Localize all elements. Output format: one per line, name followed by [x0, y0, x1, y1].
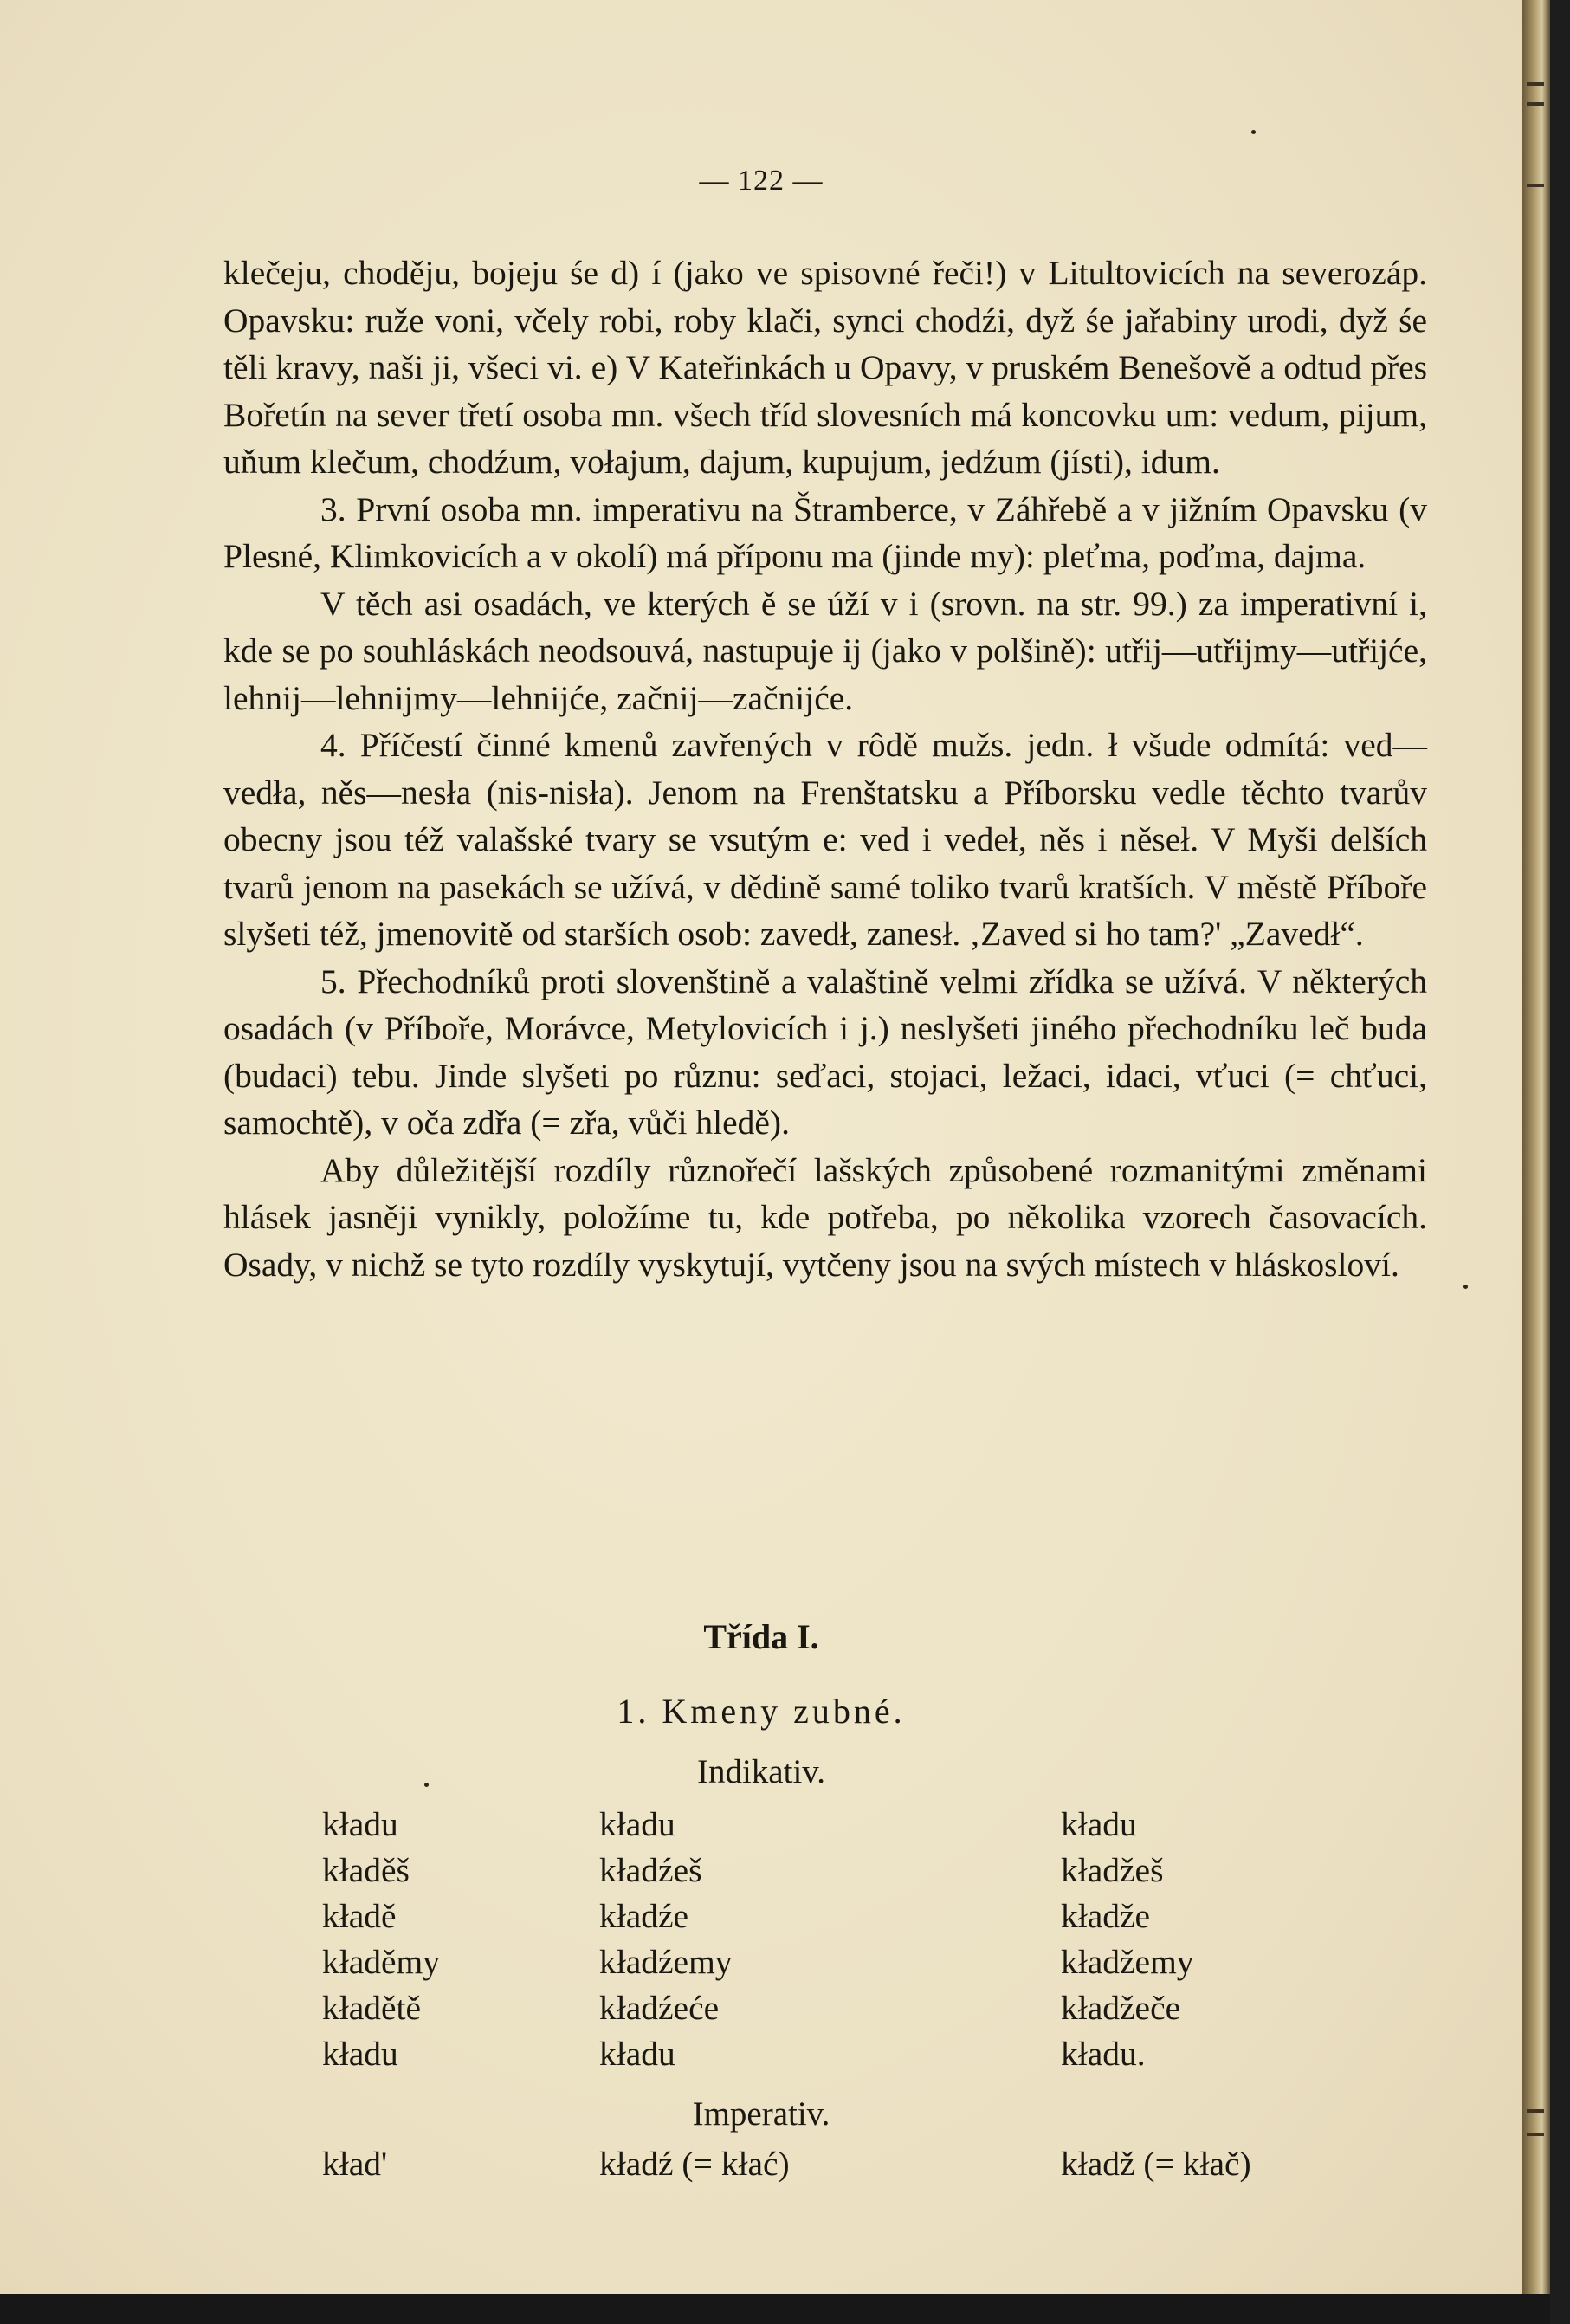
- table-cell: kładźemy: [599, 1943, 733, 1981]
- table-row: [0, 1988, 1522, 2035]
- table-cell: kładu: [322, 1805, 398, 1843]
- paragraph-imperative-ij: V těch asi osadách, ve kterých ě se úží v i (srovn. na str. 99.) za imperativní i, kde se po souhláskách neodsouvá, nastupuje ij (jako v polšině): utřij—utřijmy—utřijće, lehnij—lehnijmy—lehnijće, začnij—začnijće.: [223, 584, 1427, 717]
- table-row: [0, 1804, 1522, 1851]
- table-cell: kładu: [599, 2035, 675, 2073]
- gutter-mark: [1527, 2109, 1544, 2113]
- gutter-mark: [1527, 102, 1544, 106]
- table-cell: kładźeće: [599, 1989, 720, 2027]
- table-cell: kładěš: [322, 1851, 410, 1889]
- table-cell: kładźe: [599, 1897, 689, 1935]
- table-row: [0, 1942, 1522, 1989]
- table-cell: kładu: [1061, 1805, 1137, 1843]
- subsection-title: 1. Kmeny zubné.: [617, 1692, 906, 1731]
- table-cell: kładětě: [322, 1989, 422, 2027]
- table-cell: kładź (= kłać): [599, 2145, 790, 2183]
- paragraph-summary: Aby důležitější rozdíly různořečí lašských způsobené rozmanitými změnami hlásek jasněji vynikly, položíme tu, kde potřeba, po několika vzorech časovacích. Osady, v nichž se tyto rozdíly vyskytují, vytčeny jsou na svých místech v hláskosloví.: [223, 1150, 1427, 1284]
- gutter-mark: [1527, 2133, 1544, 2136]
- table-cell: kładže: [1061, 1897, 1151, 1935]
- page-number: — 122 —: [699, 165, 824, 197]
- table-cell: kładž (= kłač): [1061, 2145, 1251, 2183]
- section-title: Třída I.: [703, 1617, 819, 1656]
- table-cell: kładu: [322, 2035, 398, 2073]
- table-cell: kład': [322, 2145, 388, 2183]
- table-cell: kładžeče: [1061, 1989, 1181, 2027]
- paragraph-4: 4. Příčestí činné kmenů zavřených v rôdě mužs. jedn. ł všude odmítá: ved—vedła, něs—nesła (nis-nisła). Jenom na Frenštatsku a Příborsku vedle těchto tvarův obecny jsou též valašské tvary se vsutým e: ved i vedeł, něs i něseł. V Myši delších tvarů jenom na pasekách se užívá, v dědině samé toliko tvarů kratších. V městě Příboře slyšeti též, jmenovitě od starších osob: zavedł, zanesł. ‚Zaved si ho tam?' „Zavedł“.: [223, 726, 1427, 953]
- table-row: [0, 1850, 1522, 1897]
- table-row: [0, 2144, 1522, 2191]
- table-cell: kładžeš: [1061, 1851, 1164, 1889]
- imperativ-heading: Imperativ.: [692, 2095, 830, 2133]
- table-cell: kładu.: [1061, 2035, 1146, 2073]
- paragraph-continued: klečeju, choděju, bojeju śe d) í (jako ve spisovné řeči!) v Litultovicích na severozáp. Opavsku: ruže voni, včely robi, roby klači, synci chodźi, dyž śe jařabiny urodi, dyž śe těli kravy, naši ji, všeci vi. e) V Kateřinkách u Opavy, v pruském Benešově a odtud přes Bořetín na sever třetí osoba mn. všech tříd slovesních má koncovku um: vedum, pijum, uňum klečum, chodźum, vołajum, dajum, kupujum, jedźum (jísti), idum.: [223, 254, 1427, 481]
- paragraph-5: 5. Přechodníků proti slovenštině a valaštině velmi zřídka se užívá. V některých osadách (v Příboře, Morávce, Metylovicích i j.) neslyšeti jiného přechodníku leč buda (budaci) tebu. Jinde slyšeti po různu: seďaci, stojaci, ležaci, idaci, vťuci (= chťuci, samochtě), v oča zdřa (= zřa, vůči hledě).: [223, 961, 1427, 1142]
- table-cell: kładěmy: [322, 1943, 441, 1981]
- gutter-mark: [1527, 184, 1544, 187]
- table-cell: kładźeš: [599, 1851, 702, 1889]
- table-cell: kładu: [599, 1805, 675, 1843]
- table-cell: kładžemy: [1061, 1943, 1194, 1981]
- binding-gutter: [1522, 0, 1550, 2294]
- paragraph-3: 3. První osoba mn. imperativu na Štramberce, v Záhřebě a v jižním Opavsku (v Plesné, Klimkovicích a v okolí) má příponu ma (jinde my): pleťma, poďma, dajma.: [223, 489, 1427, 575]
- table-row: [0, 2034, 1522, 2081]
- gutter-mark: [1527, 82, 1544, 86]
- scan-edge: [1550, 0, 1570, 2324]
- body-text: [223, 249, 1427, 1288]
- table-cell: kładě: [322, 1897, 397, 1935]
- table-row: [0, 1896, 1522, 1943]
- indikativ-heading: Indikativ.: [696, 1753, 826, 1790]
